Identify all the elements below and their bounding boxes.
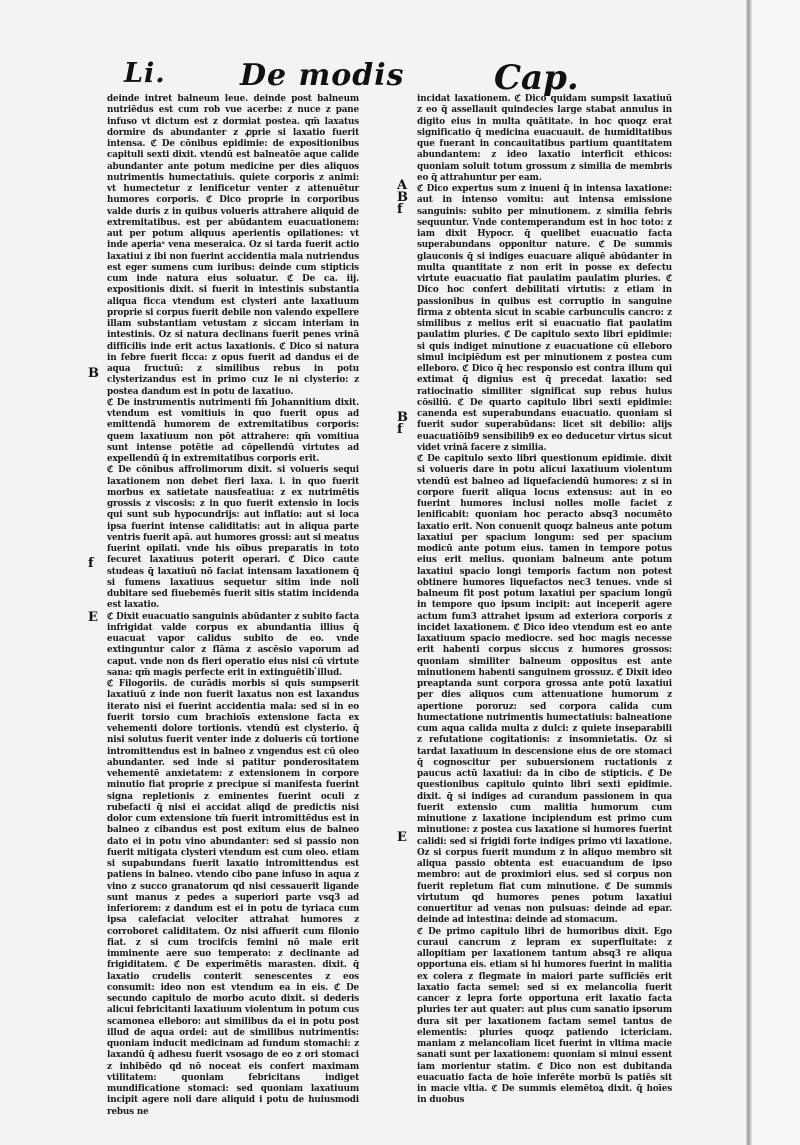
margin-letter: f xyxy=(88,556,94,571)
paragraph: ℭ Dixit euacuatio sanguinis abūdanter z subito facta infrigidat valde corpus ex abundantia illius q̄ euacuat vapor calidus subito de eo. vnde extinguntur calor z flāma z ascēsio vaporum ad caput. vnde non ds fieri operatio eius nisi cū virtute sana: qm̄ magis perfecte erit in extinguētib ̓illud. xyxy=(107,611,359,678)
margin-letter: E xyxy=(88,610,98,625)
paragraph: ℭ De instrumentis nutrimenti fm̄ Johannitium dixit. vtendum est vomitiuis in quo fuerit opus ad emittendā humorem de extremitatibus corporis: quem laxatiuum non pōt attrahere: qm̄ vomitiua sunt intense potētie ad cōpellendū virtutes ad expellendū q̄ in extremitatibus corporis erit. xyxy=(107,397,359,464)
paragraph: deinde intret balneum leue. deinde post balneum nutriēdus est cum rob vue acerbe: z nuce z pane infuso vt dictum est z dormiat postea. qm̄ laxatus dormire ds abundanter z ꝓprie si laxatio fuerit intensa. ℭ De cōnibus epidimie: de expositionibus capituli sexti dixit. vtendū est balneatōe aque calide abundanter ante potum medicine per dies aliquos nutrimentis humectatiuis. quiete corporis z animi: vt humectetur z lenificetur venter z attenuētur humores corporis. ℭ Dico proprie in corporibus valde duris z in quibus volueris attrahere aliquid de extremitatibus. est per abūdantem euacuationem: aut per potum aliquus aperientis opilationes: vt inde aperiaˢ vena meseraica. Oz si tarda fuerit actio laxatiui z ibi non fuerint accidentia mala nutriendus est eger sumens cum iuribus: deinde cum stipticis cum inde natura eius soluatur. ℭ De ca. iij. expositionis dixit. si fuerit in intestinis substantia aliqua ficca vtendum est clysteri ante laxatiuum proprie si corpus fuerit debile non valendo expellere illam substantiam vetustam z siccam interiam in intestinis. Oz si natura declinans fuerit penes vrinā difficilis inde erit actus laxationis. ℭ Dico si natura in febre fuerit ficca: z opus fuerit ad dandus ei de aqua fructuū: z similibus rebus in potu clysterizandus est in primo cuz le ni clysterio: z postea dandum est in potu de laxatiuo. xyxy=(107,94,359,397)
margin-letter: E xyxy=(397,830,407,845)
running-title: De modis xyxy=(240,58,405,93)
margin-letter: A xyxy=(397,178,408,193)
paragraph: ℭ De cōnibus affrolimorum dixit. si volueris sequi laxationem non debet fieri laxa. i. in quo fuerit morbus ex satietate nausfeatiua: z ex nutrimētis grossis z viscosis: z in quo fuerit extensio in locis qui sunt sub hypocundrijs: aut inflatio: aut si loca ipsa fuerint intense caliditatis: aut in aliqua parte ventris fuerit apā. aut humores grossi: aut si meatus fuerint opilati. vnde his oībus preparatis in toto fecuret laxatiuus poterit operari. ℭ Dico caute studeas q̄ laxatiuū nō faciat intensam laxationem q̄ si fumens laxatiuus sequetur sitim inde noli dubitare sed fiuebemēs fuerit sitis statim incidenda est laxatio. xyxy=(107,465,360,611)
right-text-column xyxy=(417,94,672,1106)
paragraph: ℭ De capitulo sexto libri questionum epidimie. dixit si volueris dare in potu alicui laxatiuum violentum vtendū est balneo ad liquefaciendū humores: z si in corpore fuerit aliqua locus extensus: aut in eo fuerint humores inclusi nolles molle faciet z lenificabit: quoniam hoc peracto absq3 nocumēto laxatio erit. Non conuenit quoqz balneus ante potum laxatiui per spacium longum: sed per spacium modicū ante potum eius. tamen in tempore potus eius erit melius. quoniam balneum ante potum laxatiui spacio longi temporis factum non potest obtinere humores liquefactos nec3 tenues. vnde si balneum fit post potum laxatiui per spacium longū in tempore quo ipsum incipit: aut inceperit agere actum fum3 attrahet ipsum ad exteriora corporis z incidet laxationem. ℭ Dico ideo vtendum est eo ante laxatiuum spacio mediocre. sed hoc magis necesse erit habenti corpus siccus z humores grossos: quoniam similiter balneum oppositus est ante minutionem habenti sanguinem grossuz. ℭ Dixit ideo preaptanda sunt corpora grossa ante potū laxatiui per dies aliquos cum attenuatione humorum z apertione pororuz: sed corpora calida cum humectatione nutrimentis humectatiuis: balneatione cum aqua calida multa z dulci: z quiete inseparabili z refutatione cogitationis: z insomnietatis. Oz si tardat laxatiuum in descensione eius de ore stomaci q̄ cognoscitur per subuersionem ructationis z paucus actū laxatiui: da in cibo de stipticis. ℭ De questionibus capitulo quinto libri sexti epidimie. dixit. q̄ si indiges ad curandum passionem in qua fuerit extensio cum malitia humorum cum minutione z laxatione incipiendum est primo cum minutione: z postea cus laxatione si humores fuerint calidi: sed si frigidi forte indiges primo vti laxatione. Oz si corpus fuerit mundum z in aliquo membro sit aliqua passio obtenta est euacuandum de ipso membro: aut de proximiori eius. sed si corpus non fuerit repletum fiat cum minutione. ℭ De summis virtutum qd humores penes potum laxatiui conuertitur ad venas non pulsuas: deinde ad epar. deinde ad intestina: deinde ad stomacum. xyxy=(417,454,672,926)
margin-letter: B xyxy=(397,190,408,205)
paragraph: ℭ De primo capitulo libri de humoribus dixit. Ego curaui cancrum z lepram ex superfluitate: z allopitiam per laxationem tantum absq3 re aliqua opportuna eis. etiam si hi humores fuerint in malitia ex colera z flegmate in maiori parte sufficiēs erit laxatio facta semel: sed si ex melancolia fuerit cancer z lepra forte opportuna erit laxatio facta pluries ter aut quater: aut plus cum sanatio ipsorum dura sit per laxationem factam semel tantus de elementis: pluries quoqz patiendo ictericiam. maniam z melancoliam licet fuerint in vltima macie sanati sunt per laxationem: quoniam si minui essent iam morientur statim. ℭ Dico non est dubitanda euacuatio facta de hoīe inferēte morbū ls patiēs sit in macie vltia. ℭ De summis elemētoꝝ dixit. q̄ hoīes in duobus xyxy=(417,926,672,1106)
paragraph: ℭ Filogoriis. de curādis morbis si quis sumpserit laxatiuū z inde non fuerit laxatus non est laxandus iterato nisi ei fuerint accidentia mala: sed si in eo fuerit torsio cum brachioīs extensione facta ex vehementi dolore tortionis. vtendū est clysterio. q̄ nisi solutus fuerit venter inde z dolueris cū tortione intromittendus est in balneo z vngendus est cū oleo abundanter. sed inde si patitur ponderositatem vehementē anxietatem: z extensionem in corpore minutio fiat proprie z precipue si manifesta fuerint signa repletionis z eminentes fuerint oculi z rubefacti q̄ nisi ei accidat aliqd de predictis nisi dolor cum extensione tm̄ fuerit intromittēdus est in balneo z cibandus est post exitum eius de balneo dato ei in potu vino abundanter: sed si passio non fuerit mitigata clysteri vtendum est cum oleo. etiam si supabundans fuerit laxatio intromittendus est patiens in balneo. vtendo cibo pane infuso in aqua z vino z succo granatorum qd nisi cessauerit ligande sunt manus z pedes a superiori parte vsq3 ad inferiorem: z dandum est ei in potu de tyriaca cum ipsa calefaciat velociter attrahat humores z corroboret caliditatem. Oz nisi affuerit cum filonio fiat. z si cum trocifcis femini nō male erit imminente aere suo temperato: z declinante ad frigiditatem. ℭ De experimētis marasten. dixit. q̄ laxatio crudelis conterit senescentes z eos consumit: ideo non est vtendum ea in eis. ℭ De secundo capitulo de morbo acuto dixit. si dederis alicui febricitanti laxatiuum violentum in potum cus scamonea elleboro: aut similibus da ei in potu post illud de aqua ordei: aut de similibus nutrimentis: quoniam inducit medicinam ad fundum stomachi: z laxandū q̄ adhesu fuerit vsosago de eo z ori stomaci z inhibēdo qd nō noceat eis confert maximam vtilitatem: quoniam febricitans indiget mundificatione stomaci: sed quoniam laxatiuum incipit agere noli dare aliquid i potu de huiusmodi rebus ne xyxy=(107,679,359,1117)
next-page-margin xyxy=(752,0,800,1145)
margin-letter: f xyxy=(397,422,403,437)
paragraph: ℭ Dico expertus sum z inueni q̄ in intensa laxatione: aut in intenso vomitu: aut intensa emissione sanguinis: subito per minutionem. z similia febris sequuntur. Vnde contemperandum est in hoc toto: z iam dixit Hypocr. q̄ quelibet euacuatio facta superabundans opponitur nature. ℭ De summis glauconis q̄ si indiges euacuare aliquē abūdanter in multa quantitate z non erit in posse ex defectu virtute euacuatio fiat paulatim paulatim pluries. ℭ Dico hoc confert debilitati virtutis: z etiam in passionibus in quibus est corruptio in sanguine firma z obtenta sicut in scabie carbunculis cancro: z similibus z melius erit si euacuatio fiat paulatim paulatim pluries. ℭ De capitulo sexto libri epidimie: si quis indiget minutione z euacuatione cū elleboro simul incipiēdum est per minutionem z postea cum elleboro. ℭ Dico q̄ hec responsio est contra illum qui extimat q̄ dignius est q̄ precedat laxatio: sed ratiocinatio similiter significat sup rebus huius cōsiliū. ℭ De quarto capitulo libri sexti epidimie: canenda est superabundans euacuatio. quoniam si fuerit sudor superabūdans: licet sit debilio: alijs euacuatiōib9 sensibilib9 ex eo deducetur virtus sicut videt vrinā facere z similia. xyxy=(417,184,672,453)
margin-letter: B xyxy=(397,410,408,425)
margin-letter: B xyxy=(88,366,99,381)
chapter-heading: Cap. xyxy=(494,58,579,98)
margin-letter: f xyxy=(397,202,403,217)
folio-number: Li. xyxy=(124,58,166,89)
left-text-column xyxy=(107,94,360,1117)
paragraph: incidat laxationem. ℭ Dico quidam sumpsit laxatiuū z eo q̄ assellauit quindecies large stabat annulus in digito eius in multa quātitate. in hoc quoqz erat significatio q̄ medicina euacuauit. de humiditatibus que fuerant in concauitatibus partium quantitatem abundantem: z ideo laxatio interficit ethicos: quoniam soluit totum grossum z similia de membris eo q̄ attrahuntur per eam. xyxy=(417,94,672,183)
